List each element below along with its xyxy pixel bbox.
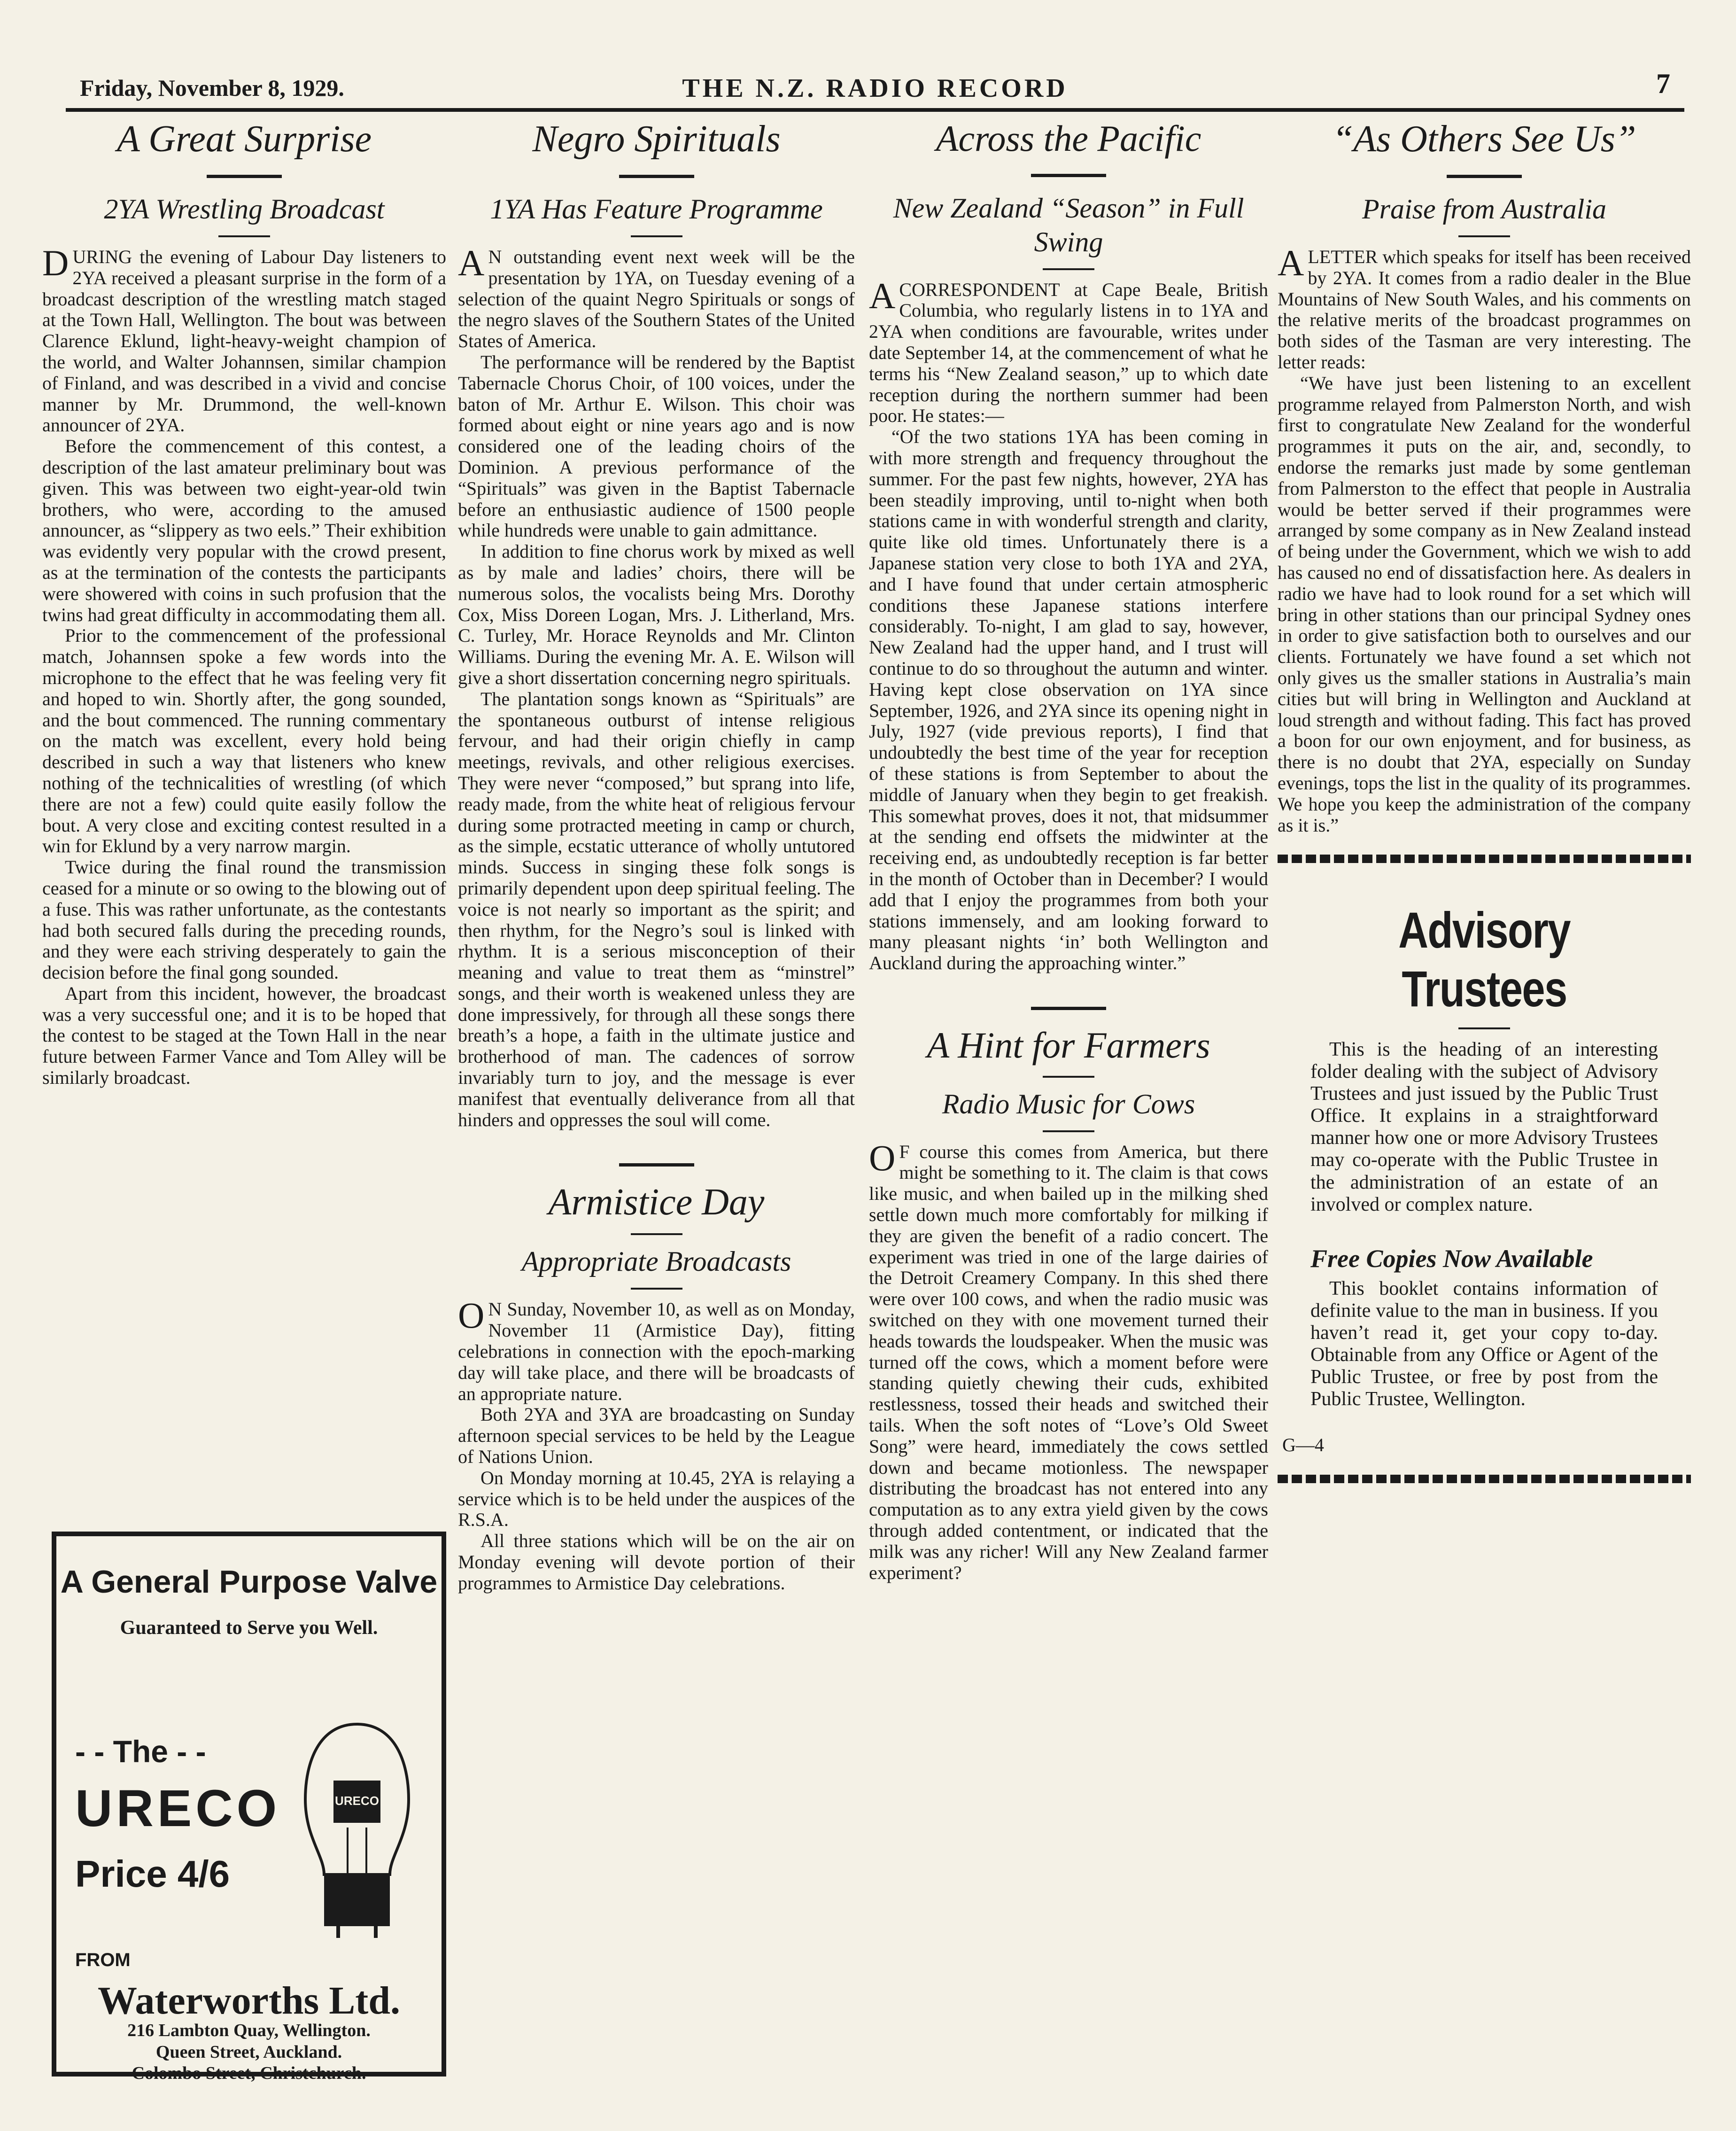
divider	[1447, 175, 1522, 178]
subhead-others: Praise from Australia	[1362, 194, 1607, 225]
paragraph: “We have just been listening to an excellent programme relayed from Palmerston North, and wish first to congratulate New Zealand for the wonderful programmes it puts on the air, and, secondly, to endorse the remarks just made by some gentleman from Palmerston to the effect that people in Australia would be better served if their programmes were arranged by some company as in New Zealand instead of being under the Government, which we wish to add has caused no end of dissatisfaction here. As dealers in radio we have had to look round for a set which will bring in other stations than our principal Sydney ones in order to give satisfaction both to ourselves and our clients. Fortunately we have found a set which not only gives us the smaller stations in Australia’s main cities but will bring in Wellington and Auckland at loud strength and without fading. This fact has proved a boon for our own enjoyment, and for business, as there is no doubt that 2YA, especially on Sunday evenings, tops the list in the quality of its programmes. We hope you keep the administration of the company as it is.”	[1278, 372, 1691, 836]
farmers-section	[869, 1007, 1268, 1583]
ad-address-christchurch: Colombo Street, Christchurch.	[132, 2063, 366, 2084]
ornamental-border	[1278, 1475, 1691, 1483]
article-spirituals	[458, 242, 855, 1130]
headline-others: “As Others See Us”	[1332, 118, 1636, 160]
article-armistice	[458, 1295, 855, 1594]
column-1	[42, 117, 446, 1089]
column-3	[869, 117, 1268, 1583]
paragraph: OF course this comes from America, but there might be something to it. The claim is that cows like music, and when bailed up in the milking shed settle down much more comfortably for milking if they are given the benefit of a radio concert. The experiment was tried in one of the large dairies of the Detroit Creamery Company. In this shed there were over 100 cows, and when the radio music was switched on they with one movement turned their heads towards the loudspeaker. When the music was turned off the cows, which a moment before were standing quietly chewing their cuds, exhibited restlessness, tossed their heads and switched their tails. When the soft notes of “Love’s Old Sweet Song” were heard, immediately the cows settled down and became motionless. The newspaper distributing the broadcast has not entered into any computation as to any extra yield given by the cows through added contentment, or indicated that the milk was any richer! Will any New Zealand farmer experiment?	[869, 1137, 1268, 1583]
ad-price: Price 4/6	[75, 1853, 230, 1895]
advisory-title: Advisory Trustees	[1398, 902, 1570, 1018]
ornamental-border	[1278, 855, 1691, 863]
ad-address-auckland: Queen Street, Auckland.	[155, 2042, 342, 2062]
divider	[1043, 1076, 1094, 1078]
paragraph: “Of the two stations 1YA has been coming in with more strength and frequency throughout the summer. For the past few nights, however, 2YA has been steadily improving, until to-night when both stations came in with wonderful strength and clarity, quite like old times. Unfortunately there is a Japanese station very close to both 1YA and 2YA, and I have found that under certain atmospheric conditions these Japanese stations interfere considerably. To-night, I am glad to say, however, New Zealand had the upper hand, and I trust will continue to do so throughout the autumn and winter. Having kept close observation on 1YA since September, 1926, and 2YA since its opening night in July, 1927 (vide previous reports), I find that undoubtedly the best time of the year for reception of these stations is from September to about the middle of January when they begin to get freakish. This somewhat proves, does it not, that midsummer at the sending end offsets the midwinter at the receiving end, as undoubtedly reception is far better in the month of October than in December? I would add that I enjoy the programmes from both your stations immensely, and am looking forward to many pleasant nights ‘in’ both Wellington and Auckland during the approaching winter.”	[869, 426, 1268, 974]
page-number: 7	[1656, 68, 1670, 99]
paragraph: Before the commencement of this contest, a description of the last amateur preliminary bout was given. This was between two eight-year-old twin brothers, who were, according to the amused announcer, as “slippery as two eels.” Their exhibition was evidently very popular with the crowd present, as at the termination of the contests the participants were showered with coins in such profusion that the twins had great difficulty in accommodating them all.	[42, 436, 446, 625]
article-pacific	[869, 275, 1268, 974]
paragraph: This booklet contains information of definite value to the man in business. If you haven’t read it, get your copy to-day. Obtainable from any Office or Agent of the Public Trustee, or free by post from the Public Trustee, Wellington.	[1310, 1277, 1658, 1410]
divider	[1458, 235, 1510, 237]
divider	[631, 235, 682, 237]
advisory-trustees-notice	[1278, 901, 1691, 1455]
paragraph: All three stations which will be on the air on Monday evening will devote portion of their programmes to Armistice Day celebrations.	[458, 1530, 855, 1594]
paragraph: This is the heading of an interesting folder dealing with the subject of Advisory Trustees and just issued by the Public Trust Office. It explains in a straightforward manner how one or more Advisory Trustees may co-operate with the Public Trustee in the administration of an estate of an involved or complex nature.	[1310, 1039, 1658, 1215]
armistice-section	[458, 1163, 855, 1594]
ad-brand: URECO	[75, 1780, 281, 1837]
ad-firm: Waterworths Ltd.	[98, 1979, 400, 2022]
ad-title: A General Purpose Valve	[60, 1564, 438, 1600]
advisory-body	[1278, 1039, 1691, 1410]
column-2	[458, 117, 855, 1594]
paragraph: Apart from this incident, however, the broadcast was a very successful one; and it is to be hoped that the contest to be staged at the Town Hall in the near future between Farmer Vance and Tom Alley will be similarly broadcast.	[42, 982, 446, 1089]
paragraph: Twice during the final round the transmission ceased for a minute or so owing to the blowing out of a fuse. This was rather unfortunate, as the contestants had both secured falls during the preceding rounds, and they were each striving desperately to gain the decision before the final gong sounded.	[42, 856, 446, 983]
divider	[619, 1163, 694, 1167]
paragraph: On Monday morning at 10.45, 2YA is relaying a service which is to be held under the auspices of the R.S.A.	[458, 1467, 855, 1531]
article-others	[1278, 242, 1691, 836]
subhead-spirituals: 1YA Has Feature Programme	[490, 194, 823, 225]
masthead	[66, 66, 1684, 112]
ureco-valve-advertisement	[52, 1532, 446, 2084]
paragraph: DURING the evening of Labour Day listeners to 2YA received a pleasant surprise in the form of a broadcast description of the wrestling match staged at the Town Hall, Wellington. The bout was between Clarence Eklund, light-heavy-weight champion of the world, and Walter Johannsen, similar champion of Finland, and was described in a vivid and concise manner by Mr. Drummond, the well-known announcer of 2YA.	[42, 242, 446, 436]
headline-wrestling: A Great Surprise	[116, 118, 372, 160]
subhead-farmers: Radio Music for Cows	[942, 1088, 1195, 1120]
headline-armistice: Armistice Day	[548, 1182, 765, 1223]
column-4	[1278, 117, 1691, 1502]
divider	[1043, 268, 1094, 270]
divider	[218, 235, 270, 237]
divider	[1031, 1007, 1106, 1010]
ad-addresses	[56, 2020, 442, 2084]
bulb-label: URECO	[335, 1794, 379, 1808]
valve-bulb-icon	[291, 1719, 423, 1940]
headline-spirituals: Negro Spirituals	[532, 118, 781, 160]
divider	[207, 175, 282, 178]
paragraph: The performance will be rendered by the Baptist Tabernacle Chorus Choir, of 100 voices, under the baton of Mr. Arthur E. Wilson. This choir was formed about eight or nine years ago and is now considered one of the leading choirs of the Dominion. A previous performance of the “Spirituals” was given in the Baptist Tabernacle before an enthusiastic audience of 1500 people while hundreds were unable to gain admittance.	[458, 351, 855, 541]
headline-farmers: A Hint for Farmers	[927, 1024, 1210, 1066]
ad-address-wellington: 216 Lambton Quay, Wellington.	[127, 2021, 371, 2040]
ad-the: - - The - -	[75, 1734, 206, 1769]
ad-from: FROM	[75, 1950, 131, 1970]
paragraph: ACORRESPONDENT at Cape Beale, British Columbia, who regularly listens in to 1YA and 2YA when conditions are favourable, writes under date September 14, at the commencement of what he terms his “New Zealand season,” up to which date reception during the northern summer had been poor. He states:—	[869, 275, 1268, 427]
issue-date: Friday, November 8, 1929.	[80, 75, 344, 101]
divider	[1043, 1130, 1094, 1132]
advisory-code: G—4	[1282, 1434, 1324, 1455]
paragraph: ON Sunday, November 10, as well as on Monday, November 11 (Armistice Day), fitting celebrations in connection with the epoch-marking day will take place, and there will be broadcasts of an appropriate nature.	[458, 1295, 855, 1404]
advisory-subhead: Free Copies Now Available	[1310, 1244, 1593, 1273]
divider	[1031, 174, 1106, 177]
article-wrestling	[42, 242, 446, 1089]
subhead-wrestling: 2YA Wrestling Broadcast	[104, 194, 385, 225]
ad-subtitle: Guaranteed to Serve you Well.	[120, 1617, 378, 1639]
paragraph: ALETTER which speaks for itself has been received by 2YA. It comes from a radio dealer in the Blue Mountains of New South Wales, and his comments on the relative merits of the broadcast programmes on both sides of the Tasman are very interesting. The letter reads:	[1278, 242, 1691, 373]
divider	[631, 1233, 682, 1235]
paragraph: Prior to the commencement of the professional match, Johannsen spoke a few words into the microphone to the effect that he was feeling very fit and hoped to win. Shortly after, the gong sounded, and the bout commenced. The running commentary on the match was excellent, every hold being described in such a way that listeners who knew nothing of the technicalities of wrestling (of which there are not a few) could quite easily follow the bout. A very close and exciting contest resulted in a win for Eklund by a very narrow margin.	[42, 625, 446, 857]
divider	[619, 175, 694, 178]
paragraph: Both 2YA and 3YA are broadcasting on Sunday afternoon special services to be held by the League of Nations Union.	[458, 1404, 855, 1468]
paragraph: In addition to fine chorus work by mixed as well as by male and ladies’ choirs, there will be numerous solos, the vocalists being Mrs. Dorothy Cox, Miss Doreen Logan, Mrs. J. Litherland, Mrs. C. Turley, Mr. Horace Reynolds and Mr. Clinton Williams. During the evening Mr. A. E. Wilson will give a short dissertation concerning negro spirituals.	[458, 541, 855, 688]
paragraph: The plantation songs known as “Spirituals” are the spontaneous outburst of intense religious fervour, and had their origin chiefly in camp meetings, revivals, and other religious exercises. They were never “composed,” but sprang into life, ready made, from the white heat of religious fervour during some protracted meeting in camp or church, as the simple, ecstatic utterance of wholly untutored minds. Success in singing these folk songs is primarily dependent upon deep spiritual feeling. The voice is not nearly so important as the spirit; and then rhythm, for the Negro’s soul is linked with rhythm. It is a serious misconception of their meaning and value to treat them as “minstrel” songs, and their worth is weakened unless they are done impressively, for through all these songs there breath’s a hope, a faith in the ultimate justice and brotherhood of man. The cadences of sorrow invariably turn to joy, and the message is ever manifest that eventually deliverance from all that hinders and oppresses the soul will come.	[458, 688, 855, 1130]
publication-title: THE N.Z. RADIO RECORD	[682, 74, 1068, 103]
divider	[1458, 1027, 1510, 1029]
subhead-armistice: Appropriate Broadcasts	[521, 1246, 791, 1277]
divider	[631, 1288, 682, 1290]
paragraph: AN outstanding event next week will be the presentation by 1YA, on Tuesday evening of a selection of the quaint Negro Spirituals or songs of the negro slaves of the Southern States of the United States of America.	[458, 242, 855, 352]
article-farmers	[869, 1137, 1268, 1584]
headline-pacific: Across the Pacific	[936, 118, 1201, 159]
ad-brand-block	[75, 1734, 282, 1896]
subhead-pacific: New Zealand “Season” in Full Swing	[893, 192, 1244, 257]
